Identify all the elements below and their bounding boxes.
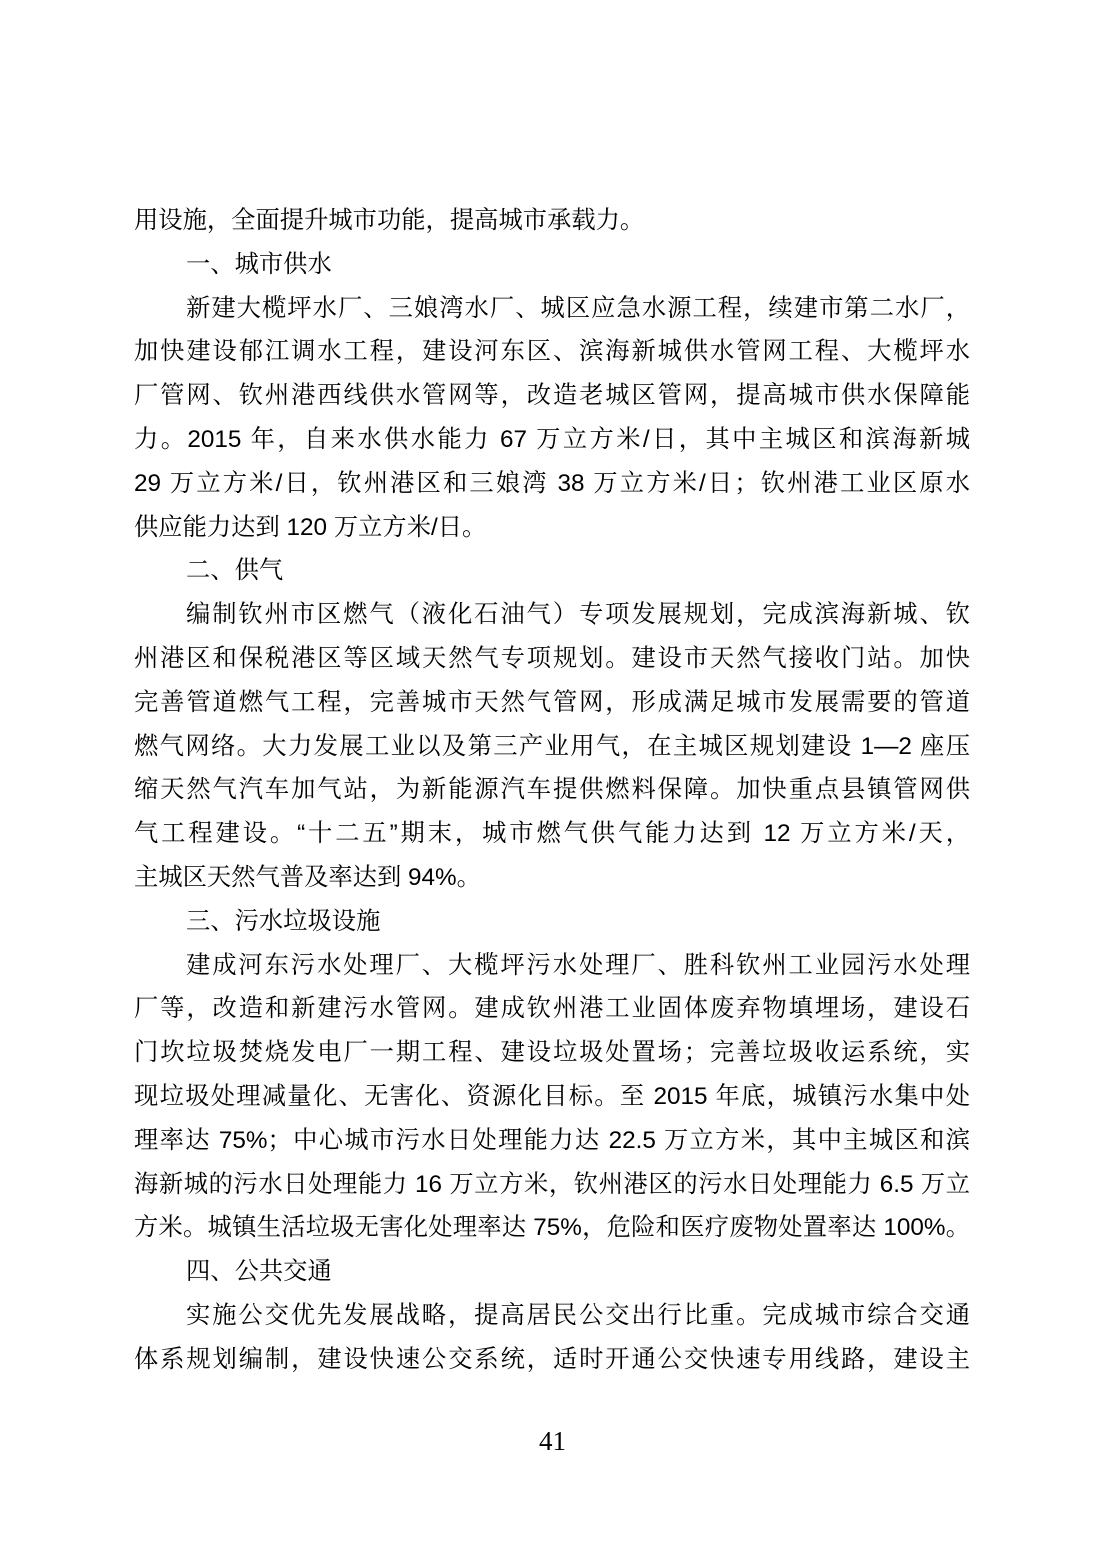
body-line: 主城区天然气普及率达到 94%。 xyxy=(134,863,481,891)
body-line: 实施公交优先发展战略，提高居民公交出行比重。完成城市综合交通 xyxy=(186,1301,970,1329)
body-line: 编制钦州市区燃气（液化石油气）专项发展规划，完成滨海新城、钦 xyxy=(186,601,970,629)
body-line: 门坎垃圾焚烧发电厂一期工程、建设垃圾处置场；完善垃圾收运系统，实 xyxy=(134,1039,970,1067)
body-line: 方米。城镇生活垃圾无害化处理率达 75%，危险和医疗废物处置率达 100%。 xyxy=(134,1214,970,1242)
body-line: 供应能力达到 120 万立方米/日。 xyxy=(134,513,487,541)
section-3-heading: 三、污水垃圾设施 xyxy=(186,907,381,935)
body-line: 燃气网络。大力发展工业以及第三产业用气，在主城区规划建设 1—2 座压 xyxy=(134,732,970,760)
body-line: 海新城的污水日处理能力 16 万立方米，钦州港区的污水日处理能力 6.5 万立 xyxy=(134,1170,970,1198)
section-2-heading: 二、供气 xyxy=(186,557,284,585)
body-line: 州港区和保税港区等区域天然气专项规划。建设市天然气接收门站。加快 xyxy=(134,644,970,672)
body-line: 现垃圾处理减量化、无害化、资源化目标。至 2015 年底，城镇污水集中处 xyxy=(134,1082,970,1110)
body-line: 建成河东污水处理厂、大榄坪污水处理厂、胜科钦州工业园污水处理 xyxy=(186,951,970,979)
body-line: 新建大榄坪水厂、三娘湾水厂、城区应急水源工程，续建市第二水厂， xyxy=(186,294,970,322)
body-line: 用设施，全面提升城市功能，提高城市承载力。 xyxy=(134,207,645,234)
body-line: 力。2015 年，自来水供水能力 67 万立方米/日，其中主城区和滨海新城 xyxy=(134,425,970,453)
section-4-heading: 四、公共交通 xyxy=(186,1258,332,1286)
body-line: 厂管网、钦州港西线供水管网等，改造老城区管网，提高城市供水保障能 xyxy=(134,382,970,410)
body-line: 29 万立方米/日，钦州港区和三娘湾 38 万立方米/日；钦州港工业区原水 xyxy=(134,469,970,497)
body-line: 厂等，改造和新建污水管网。建成钦州港工业固体废弃物填埋场，建设石 xyxy=(134,995,970,1023)
body-line: 完善管道燃气工程，完善城市天然气管网，形成满足城市发展需要的管道 xyxy=(134,688,970,716)
body-line: 体系规划编制，建设快速公交系统，适时开通公交快速专用线路，建设主 xyxy=(134,1345,970,1373)
body-line: 缩天然气汽车加气站，为新能源汽车提供燃料保障。加快重点县镇管网供 xyxy=(134,776,970,804)
body-line: 理率达 75%；中心城市污水日处理能力达 22.5 万立方米，其中主城区和滨 xyxy=(134,1126,970,1154)
section-1-heading: 一、城市供水 xyxy=(186,250,332,278)
body-line: 气工程建设。“十二五”期末，城市燃气供气能力达到 12 万立方米/天， xyxy=(134,820,970,848)
page-number: 41 xyxy=(539,1426,566,1456)
document-body xyxy=(134,199,970,1382)
body-line: 加快建设郁江调水工程，建设河东区、滨海新城供水管网工程、大榄坪水 xyxy=(134,338,970,366)
